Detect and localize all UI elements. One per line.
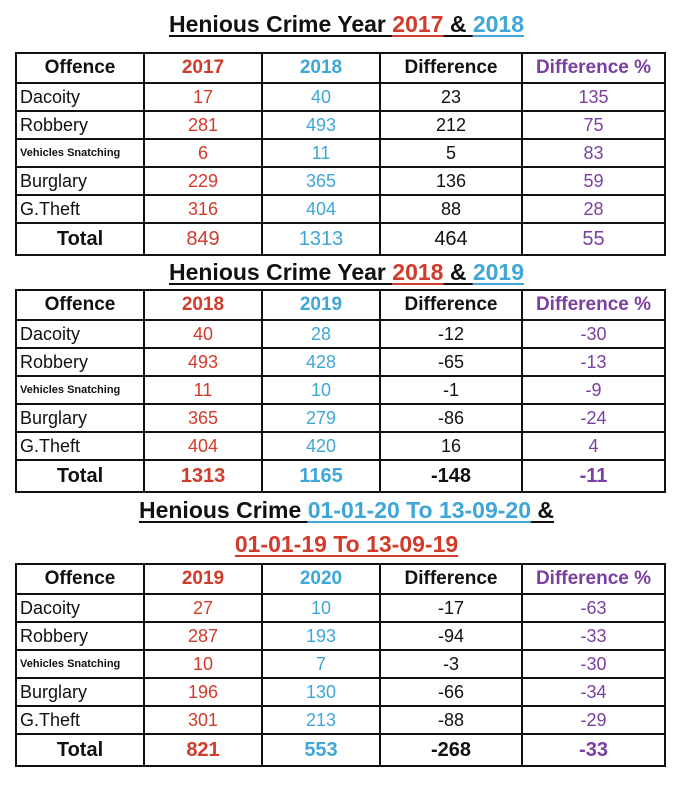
cell-difference-pct: 28 — [522, 195, 665, 223]
cell-year-b: 428 — [262, 348, 380, 376]
table-row — [16, 678, 665, 706]
section-3-title-range-b: 01-01-19 To 13-09-19 — [234, 531, 459, 557]
cell-difference: 5 — [380, 139, 522, 167]
cell-difference: 212 — [380, 111, 522, 139]
cell-difference-pct: -63 — [522, 594, 665, 622]
table-header-row — [16, 53, 665, 83]
table-row — [16, 167, 665, 195]
cell-difference: -88 — [380, 706, 522, 734]
header-difference: Difference — [380, 53, 522, 83]
cell-year-b: 365 — [262, 167, 380, 195]
cell-year-a: 281 — [144, 111, 262, 139]
header-year-a: 2019 — [144, 564, 262, 594]
section-3-title-line-1 — [0, 496, 693, 524]
cell-difference: -3 — [380, 650, 522, 678]
cell-year-b: 130 — [262, 678, 380, 706]
total-year-a: 821 — [144, 734, 262, 766]
table-row — [16, 195, 665, 223]
cell-difference: 88 — [380, 195, 522, 223]
cell-year-a: 493 — [144, 348, 262, 376]
cell-difference: -66 — [380, 678, 522, 706]
total-offence: Total — [16, 460, 144, 492]
cell-offence: Robbery — [16, 348, 144, 376]
cell-difference-pct: -29 — [522, 706, 665, 734]
table-row — [16, 706, 665, 734]
header-difference-pct: Difference % — [522, 564, 665, 594]
crime-table-2 — [15, 289, 666, 493]
cell-offence: Vehicles Snatching — [16, 376, 144, 404]
header-year-a: 2018 — [144, 290, 262, 320]
cell-year-a: 10 — [144, 650, 262, 678]
table-row — [16, 432, 665, 460]
cell-difference: -65 — [380, 348, 522, 376]
cell-year-b: 193 — [262, 622, 380, 650]
cell-difference: -86 — [380, 404, 522, 432]
total-difference-pct: -11 — [522, 460, 665, 492]
total-difference: -148 — [380, 460, 522, 492]
total-row — [16, 734, 665, 766]
section-1-title-join: & — [443, 11, 473, 37]
cell-year-a: 365 — [144, 404, 262, 432]
table-row — [16, 404, 665, 432]
section-3-title-line-2 — [0, 530, 693, 558]
table-row — [16, 139, 665, 167]
section-2-title-year-b: 2019 — [472, 259, 525, 285]
cell-difference: 16 — [380, 432, 522, 460]
cell-year-b: 404 — [262, 195, 380, 223]
header-offence: Offence — [16, 564, 144, 594]
cell-year-b: 213 — [262, 706, 380, 734]
cell-offence: Dacoity — [16, 594, 144, 622]
cell-year-a: 301 — [144, 706, 262, 734]
total-difference-pct: -33 — [522, 734, 665, 766]
total-year-a: 1313 — [144, 460, 262, 492]
table-row — [16, 83, 665, 111]
total-year-a: 849 — [144, 223, 262, 255]
cell-year-b: 279 — [262, 404, 380, 432]
cell-difference-pct: -9 — [522, 376, 665, 404]
cell-year-a: 287 — [144, 622, 262, 650]
table-row — [16, 622, 665, 650]
total-year-b: 1313 — [262, 223, 380, 255]
cell-year-a: 6 — [144, 139, 262, 167]
table-row — [16, 348, 665, 376]
cell-difference: -12 — [380, 320, 522, 348]
cell-offence: Burglary — [16, 167, 144, 195]
cell-year-b: 10 — [262, 594, 380, 622]
total-difference: -268 — [380, 734, 522, 766]
total-offence: Total — [16, 734, 144, 766]
header-year-b: 2018 — [262, 53, 380, 83]
crime-table-3 — [15, 563, 666, 767]
cell-year-a: 40 — [144, 320, 262, 348]
cell-difference-pct: -13 — [522, 348, 665, 376]
cell-offence: Dacoity — [16, 320, 144, 348]
header-year-a: 2017 — [144, 53, 262, 83]
cell-year-a: 27 — [144, 594, 262, 622]
total-row — [16, 223, 665, 255]
total-difference: 464 — [380, 223, 522, 255]
header-difference: Difference — [380, 564, 522, 594]
cell-year-a: 316 — [144, 195, 262, 223]
cell-difference-pct: -30 — [522, 650, 665, 678]
header-difference-pct: Difference % — [522, 290, 665, 320]
cell-year-b: 420 — [262, 432, 380, 460]
cell-offence: Robbery — [16, 622, 144, 650]
cell-offence: Robbery — [16, 111, 144, 139]
cell-difference: -17 — [380, 594, 522, 622]
total-row — [16, 460, 665, 492]
header-offence: Offence — [16, 290, 144, 320]
header-difference: Difference — [380, 290, 522, 320]
section-3-title-prefix: Henious Crime — [138, 497, 308, 523]
cell-year-a: 196 — [144, 678, 262, 706]
total-year-b: 553 — [262, 734, 380, 766]
cell-year-a: 17 — [144, 83, 262, 111]
table-row — [16, 594, 665, 622]
cell-difference: -94 — [380, 622, 522, 650]
cell-year-b: 11 — [262, 139, 380, 167]
total-year-b: 1165 — [262, 460, 380, 492]
section-1-title-year-a: 2017 — [392, 11, 444, 37]
cell-offence: G.Theft — [16, 432, 144, 460]
cell-difference-pct: -30 — [522, 320, 665, 348]
cell-difference-pct: 83 — [522, 139, 665, 167]
cell-year-b: 7 — [262, 650, 380, 678]
table-row — [16, 111, 665, 139]
section-2-title-year-a: 2018 — [392, 259, 444, 285]
crime-table-1 — [15, 52, 666, 256]
section-1-title-year-b: 2018 — [472, 11, 525, 37]
cell-offence: Burglary — [16, 404, 144, 432]
section-1-title — [0, 10, 693, 38]
table-row — [16, 320, 665, 348]
cell-difference-pct: -33 — [522, 622, 665, 650]
section-1-title-prefix: Henious Crime Year — [168, 11, 393, 37]
table-header-row — [16, 290, 665, 320]
cell-year-a: 404 — [144, 432, 262, 460]
header-year-b: 2019 — [262, 290, 380, 320]
cell-difference-pct: 59 — [522, 167, 665, 195]
cell-offence: Vehicles Snatching — [16, 139, 144, 167]
header-offence: Offence — [16, 53, 144, 83]
cell-difference: 23 — [380, 83, 522, 111]
cell-difference: -1 — [380, 376, 522, 404]
header-year-b: 2020 — [262, 564, 380, 594]
section-2-title-join: & — [443, 259, 473, 285]
cell-offence: Dacoity — [16, 83, 144, 111]
cell-difference-pct: 75 — [522, 111, 665, 139]
cell-difference-pct: 4 — [522, 432, 665, 460]
header-difference-pct: Difference % — [522, 53, 665, 83]
cell-year-a: 229 — [144, 167, 262, 195]
cell-year-a: 11 — [144, 376, 262, 404]
cell-year-b: 40 — [262, 83, 380, 111]
total-difference-pct: 55 — [522, 223, 665, 255]
table-row — [16, 650, 665, 678]
table-header-row — [16, 564, 665, 594]
cell-year-b: 28 — [262, 320, 380, 348]
total-offence: Total — [16, 223, 144, 255]
section-3-title-join: & — [531, 497, 555, 523]
cell-difference: 136 — [380, 167, 522, 195]
section-2-title — [0, 258, 693, 286]
cell-difference-pct: 135 — [522, 83, 665, 111]
cell-year-b: 10 — [262, 376, 380, 404]
cell-difference-pct: -24 — [522, 404, 665, 432]
cell-offence: Vehicles Snatching — [16, 650, 144, 678]
section-2-title-prefix: Henious Crime Year — [168, 259, 393, 285]
cell-offence: G.Theft — [16, 195, 144, 223]
cell-difference-pct: -34 — [522, 678, 665, 706]
section-3-title-range-a: 01-01-20 To 13-09-20 — [307, 497, 532, 523]
cell-offence: Burglary — [16, 678, 144, 706]
table-row — [16, 376, 665, 404]
cell-year-b: 493 — [262, 111, 380, 139]
cell-offence: G.Theft — [16, 706, 144, 734]
